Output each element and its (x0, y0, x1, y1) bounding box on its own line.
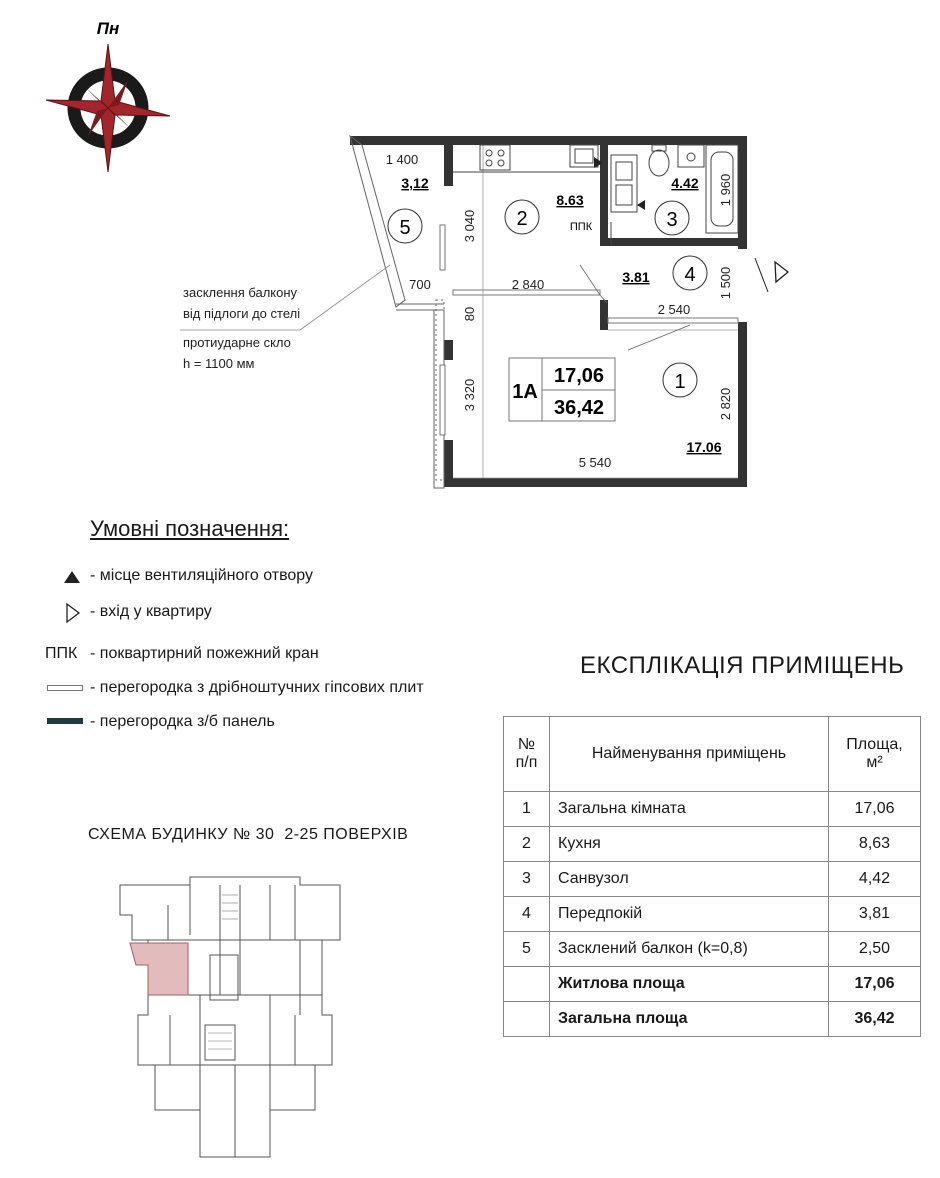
concrete-partition-icon (47, 718, 83, 724)
column-header: № п/п (504, 717, 550, 792)
room-number: 3 (666, 209, 678, 231)
explication-title: ЕКСПЛІКАЦІЯ ПРИМІЩЕНЬ (580, 652, 905, 679)
table-row: 1 Загальна кімната 17,06 (504, 792, 921, 827)
apartment-living-area: 17,06 (553, 365, 605, 387)
room-number: 5 (399, 217, 411, 239)
dimension: 3 040 (462, 209, 477, 243)
vent-icon (637, 200, 645, 210)
apartment-code: 1A (512, 381, 538, 403)
room-area: 3,12 (401, 175, 429, 191)
schema-title: СХЕМА БУДИНКУ № 30 2-25 ПОВЕРХІВ (88, 826, 409, 843)
room-area: 3.81 (622, 269, 650, 285)
apartment-total-area: 36,42 (553, 397, 605, 419)
annotation-text: протиударне скло (183, 335, 291, 350)
column-header: Найменування приміщень (550, 717, 829, 792)
legend-title: Умовні позначення: (90, 516, 290, 541)
room-number: 4 (684, 264, 696, 286)
north-label: Пн (96, 19, 120, 38)
table-row: 5 Засклений балкон (k=0,8) 2,50 (504, 932, 921, 967)
dimension: 1 500 (718, 266, 733, 300)
room-area: 4.42 (671, 175, 699, 191)
floor-plan (180, 125, 800, 495)
entrance-arrow-icon (64, 602, 84, 624)
annotation-text: засклення балкону (183, 285, 298, 300)
kitchen-fixtures (453, 145, 600, 172)
table-row: 3 Санвузол 4,42 (504, 862, 921, 897)
gypsum-partition-icon (47, 685, 83, 691)
annotation-text: від підлоги до стелі (183, 306, 301, 321)
dimension: 1 960 (718, 173, 733, 207)
compass-rose (40, 10, 180, 175)
dimension: 2 840 (511, 277, 545, 292)
highlighted-apartment (130, 943, 188, 995)
vent-triangle-icon (62, 569, 82, 585)
dimension: 2 540 (657, 302, 691, 317)
ppk-symbol: ППК (45, 645, 78, 662)
column-header: Площа, м² (829, 717, 921, 792)
room-number: 1 (674, 371, 686, 393)
room-number: 2 (516, 208, 528, 230)
table-total-row: Загальна площа 36,42 (504, 1002, 921, 1037)
table-header-row (504, 717, 921, 792)
table-row: 4 Передпокій 3,81 (504, 897, 921, 932)
annotation-text: h = 1100 мм (183, 356, 255, 371)
table-total-row: Житлова площа 17,06 (504, 967, 921, 1002)
ppk-label: ППК (569, 221, 593, 233)
dimension: 5 540 (578, 455, 612, 470)
dimension: 3 320 (462, 378, 477, 412)
dimension: 1 400 (385, 152, 419, 167)
building-schema (110, 875, 350, 1160)
dimension: 80 (462, 306, 477, 322)
explication-table (503, 716, 921, 1037)
dimension: 2 820 (718, 387, 733, 421)
table-row: 2 Кухня 8,63 (504, 827, 921, 862)
room-area: 17.06 (686, 439, 722, 455)
room-area: 8.63 (556, 192, 584, 208)
dimension: 700 (409, 277, 431, 292)
entrance-icon (775, 262, 788, 282)
balcony-glazing (350, 136, 444, 488)
